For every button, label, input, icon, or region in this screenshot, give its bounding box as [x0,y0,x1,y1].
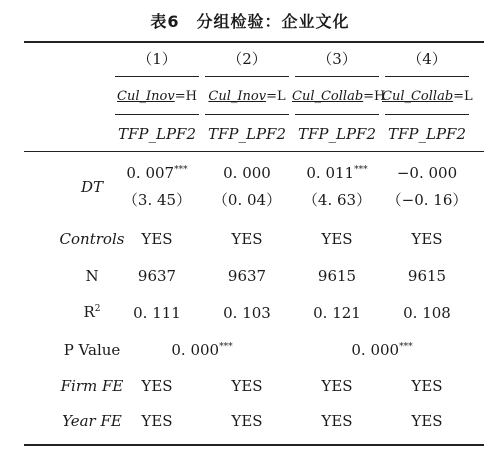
firm-fe-value: YES [141,377,173,395]
column-number: （3） [317,50,357,68]
firm-fe-value: YES [411,377,443,395]
n-value: 9615 [407,267,447,285]
col-number-rule-1 [115,76,199,77]
r-squared-value: 0. 111 [133,304,181,322]
condition-rule-4 [385,114,469,115]
n-value: 9615 [317,267,357,285]
dependent-variable: TFP_LPF2 [117,125,196,143]
top-rule [24,41,484,43]
header-rule [24,151,484,152]
n-value: 9637 [227,267,267,285]
condition-rule-1 [115,114,199,115]
year-fe-value: YES [231,412,263,430]
column-condition [292,87,386,107]
condition-rule-3 [295,114,379,115]
p-value: 0. 000*** [351,341,413,359]
controls-value: YES [321,230,353,248]
condition-level: =H [363,89,386,104]
condition-level: =L [453,89,473,104]
controls-value: YES [141,230,173,248]
row-label-year-fe: Year FE [62,412,122,430]
dependent-variable: TFP_LPF2 [297,125,376,143]
row-label-r-squared: $R^2$ [83,303,101,321]
row-label-p-value: P Value [63,341,121,359]
column-condition [112,87,202,107]
significance-stars: *** [174,165,188,175]
dt-t-statistic: （3. 45） [122,191,192,209]
year-fe-value: YES [321,412,353,430]
year-fe-value: YES [141,412,173,430]
column-condition [202,87,292,107]
firm-fe-value: YES [231,377,263,395]
condition-var: Cul_Inov [208,89,267,104]
dt-coefficient: 0. 011*** [306,164,368,182]
column-number: （4） [407,50,447,68]
dt-coefficient: −0. 000 [396,164,458,182]
column-number: （1） [137,50,177,68]
col-number-rule-4 [385,76,469,77]
condition-level: =L [266,89,286,104]
condition-rule-2 [205,114,289,115]
row-label-firm-fe: Firm FE [60,377,124,395]
significance-stars: *** [399,342,413,352]
dependent-variable: TFP_LPF2 [207,125,286,143]
row-label-n: N [85,267,99,285]
dt-coefficient: 0. 000 [223,164,271,182]
bottom-rule [24,444,484,446]
condition-level: =H [174,89,197,104]
dt-t-statistic: （−0. 16） [386,191,468,209]
year-fe-value: YES [411,412,443,430]
controls-value: YES [411,230,443,248]
dt-coefficient: 0. 007*** [126,164,188,182]
r-squared-value: 0. 108 [403,304,451,322]
condition-var: Cul_Collab [292,89,364,104]
column-condition [382,87,472,107]
significance-stars: *** [219,342,233,352]
table-title: 表6 分组检验：企业文化 [150,12,350,31]
row-label-dt: DT [80,178,104,196]
col-number-rule-3 [295,76,379,77]
n-value: 9637 [137,267,177,285]
dependent-variable: TFP_LPF2 [387,125,466,143]
row-label-controls: Controls [59,230,125,248]
dt-t-statistic: （0. 04） [212,191,282,209]
r-squared-value: 0. 121 [313,304,361,322]
dt-t-statistic: （4. 63） [302,191,372,209]
condition-var: Cul_Collab [382,89,454,104]
r-squared-value: 0. 103 [223,304,271,322]
column-number: （2） [227,50,267,68]
p-value: 0. 000*** [171,341,233,359]
col-number-rule-2 [205,76,289,77]
firm-fe-value: YES [321,377,353,395]
controls-value: YES [231,230,263,248]
significance-stars: *** [354,165,368,175]
condition-var: Cul_Inov [117,89,175,104]
